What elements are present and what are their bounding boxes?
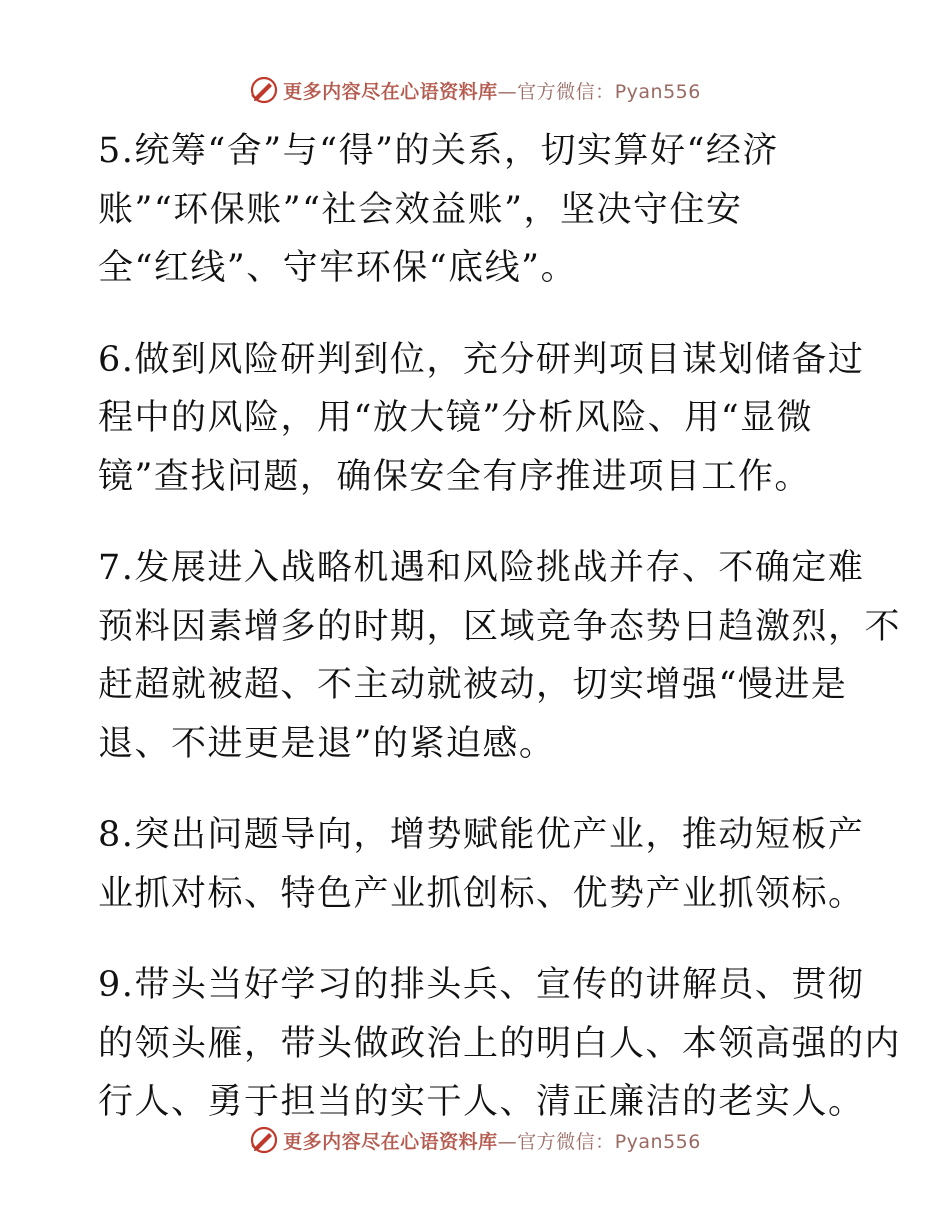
text-line: 行人、勇于担当的实干人、清正廉洁的老实人。 xyxy=(98,1082,865,1122)
text-line: 的领头雁，带头做政治上的明白人、本领高强的内 xyxy=(98,1023,902,1064)
banner-separator: — xyxy=(497,80,518,103)
paragraph-5 xyxy=(98,122,858,298)
text-line: 赶超就被超、不主动就被动，切实增强“慢进是 xyxy=(98,665,848,705)
paragraph-8 xyxy=(98,806,865,923)
paragraph-6 xyxy=(98,331,865,507)
text-line: 全“红线”、守牢环保“底线”。 xyxy=(98,248,578,288)
banner-wechat-label: 官方微信： xyxy=(517,1130,615,1153)
text-line: 镜”查找问题，确保安全有序推进项目工作。 xyxy=(98,456,811,497)
document-body xyxy=(98,122,902,1165)
text-line: 程中的风险，用“放大镜”分析风险、用“显微 xyxy=(98,398,814,438)
header-watermark-banner xyxy=(0,70,950,110)
text-line: 7.发展进入战略机遇和风险挑战并存、不确定难 xyxy=(98,548,865,588)
banner-site-text: 更多内容尽在心语资料库 xyxy=(283,80,498,103)
text-line: 业抓对标、特色产业抓创标、优势产业抓领标。 xyxy=(98,873,865,914)
text-line: 5.统筹“舍”与“得”的关系，切实算好“经济 xyxy=(98,131,779,171)
banner-wechat-label: 官方微信： xyxy=(517,80,615,103)
banner-wechat-id: Pyan556 xyxy=(614,80,701,103)
text-line: 退、不进更是退”的紧迫感。 xyxy=(98,723,556,764)
pen-logo-icon xyxy=(249,1125,279,1155)
banner-site-text: 更多内容尽在心语资料库 xyxy=(283,1130,498,1153)
text-line: 9.带头当好学习的排头兵、宣传的讲解员、贯彻 xyxy=(98,965,865,1005)
footer-watermark-banner xyxy=(0,1120,950,1160)
text-line: 预料因素增多的时期，区域竞争态势日趋激烈，不 xyxy=(98,606,902,647)
text-line: 8.突出问题导向，增势赋能优产业，推动短板产 xyxy=(98,815,865,855)
banner-wechat-id: Pyan556 xyxy=(614,1130,701,1153)
banner-separator: — xyxy=(497,1130,518,1153)
text-line: 账”“环保账”“社会效益账”，坚决守住安 xyxy=(98,189,743,230)
pen-logo-icon xyxy=(249,75,279,105)
paragraph-7 xyxy=(98,539,902,773)
paragraph-9 xyxy=(98,956,902,1132)
text-line: 6.做到风险研判到位，充分研判项目谋划储备过 xyxy=(98,339,865,380)
